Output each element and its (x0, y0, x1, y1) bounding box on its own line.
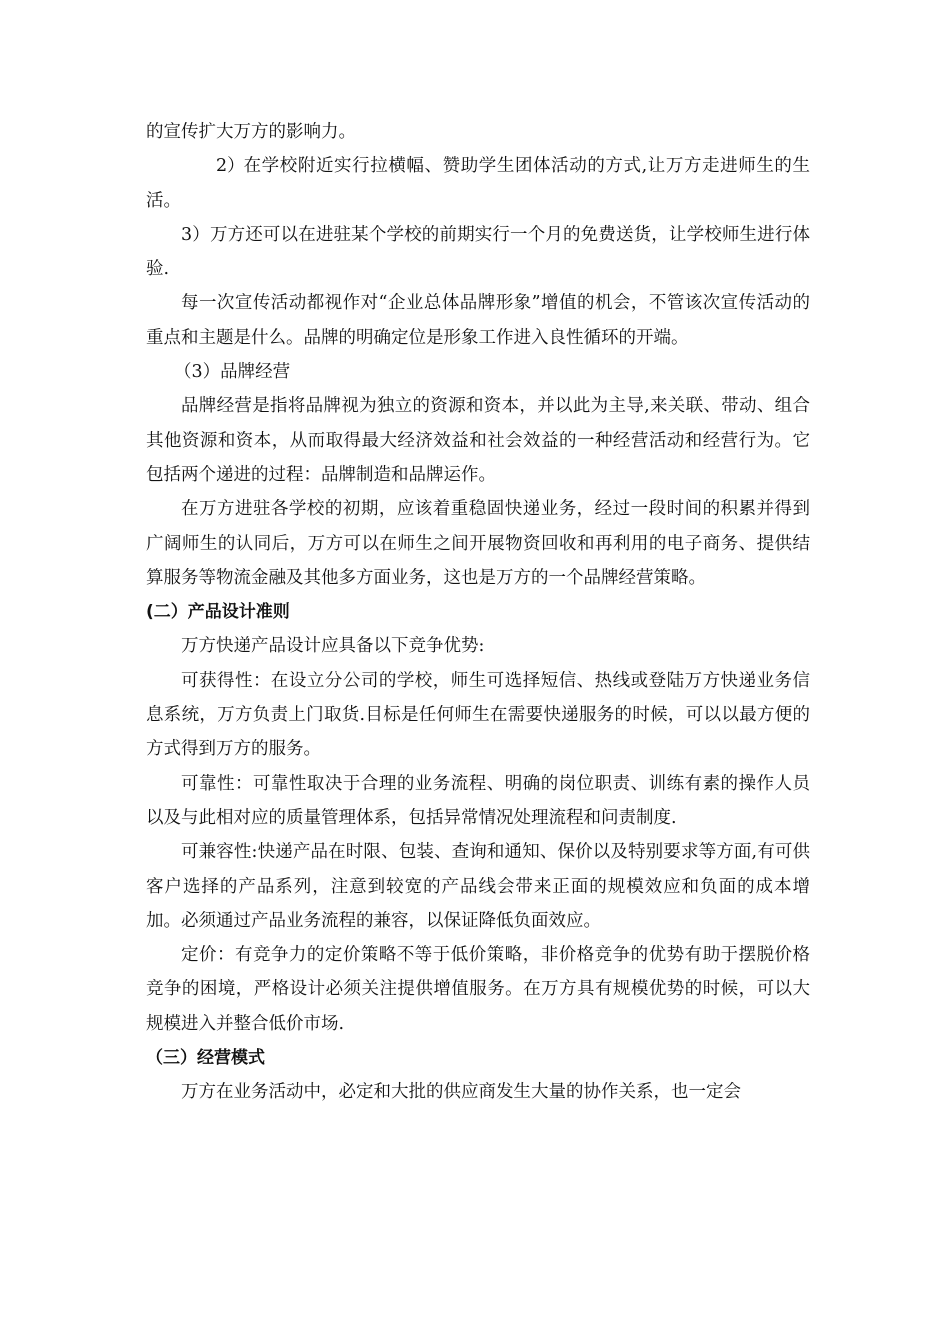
paragraph-continuation: 的宣传扩大万方的影响力。 (146, 122, 356, 142)
paragraph-promotion: 每一次宣传活动都视作对“企业总体品牌形象”增值的机会，不管该次宣传活动的重点和主题是什么。品牌的明确定位是形象工作进入良性循环的开端。 (146, 293, 810, 348)
list-item-3: 3）万方还可以在进驻某个学校的前期实行一个月的免费送货，让学校师生进行体验. (146, 224, 810, 280)
list-item-2 (146, 149, 810, 218)
list-item-text: 在学校附近实行拉横幅、赞助学生团体活动的方式,让万方走进师生的生活。 (146, 156, 810, 211)
paragraph-availability: 可获得性：在设立分公司的学校，师生可选择短信、热线或登陆万方快递业务信息系统，万方负责上门取货.目标是任何师生在需要快递服务的时候，可以以最方便的方式得到万方的服务。 (146, 670, 810, 760)
paragraph-business-model: 万方在业务活动中，必定和大批的供应商发生大量的协作关系，也一定会 (181, 1082, 741, 1103)
paragraph-pricing: 定价：有竞争力的定价策略不等于低价策略，非价格竞争的优势有助于摆脱价格竞争的困境，严格设计必须关注提供增值服务。在万方具有规模优势的时候，可以大规模进入并整合低价市场. (146, 945, 810, 1034)
paragraph-design-intro: 万方快递产品设计应具备以下竞争优势: (181, 636, 485, 657)
list-item-number: 2） (216, 156, 245, 177)
section-heading-business-model: （三）经营模式 (146, 1048, 265, 1069)
section-heading-product-design: (二）产品设计准则 (146, 602, 290, 623)
document-body (146, 115, 810, 1110)
subheading-brand-management: （3）品牌经营 (174, 362, 291, 383)
paragraph-brand-definition: 品牌经营是指将品牌视为独立的资源和资本，并以此为主导,来关联、带动、组合其他资源和资本，从而取得最大经济效益和社会效益的一种经营活动和经营行为。它包括两个递进的过程：品牌制造和品牌运作。 (146, 396, 810, 485)
paragraph-reliability: 可靠性：可靠性取决于合理的业务流程、明确的岗位职责、训练有素的操作人员以及与此相对应的质量管理体系，包括异常情况处理流程和问责制度. (146, 773, 810, 828)
paragraph-brand-strategy: 在万方进驻各学校的初期，应该着重稳固快递业务，经过一段时间的积累并得到广阔师生的认同后，万方可以在师生之间开展物资回收和再利用的电子商务、提供结算服务等物流金融及其他多方面业务，这也是万方的一个品牌经营策略。 (146, 499, 810, 588)
paragraph-compatibility: 可兼容性:快递产品在时限、包装、查询和通知、保价以及特别要求等方面,有可供客户选择的产品系列，注意到较宽的产品线会带来正面的规模效应和负面的成本增加。必须通过产品业务流程的兼容，以保证降低负面效应。 (146, 842, 810, 931)
